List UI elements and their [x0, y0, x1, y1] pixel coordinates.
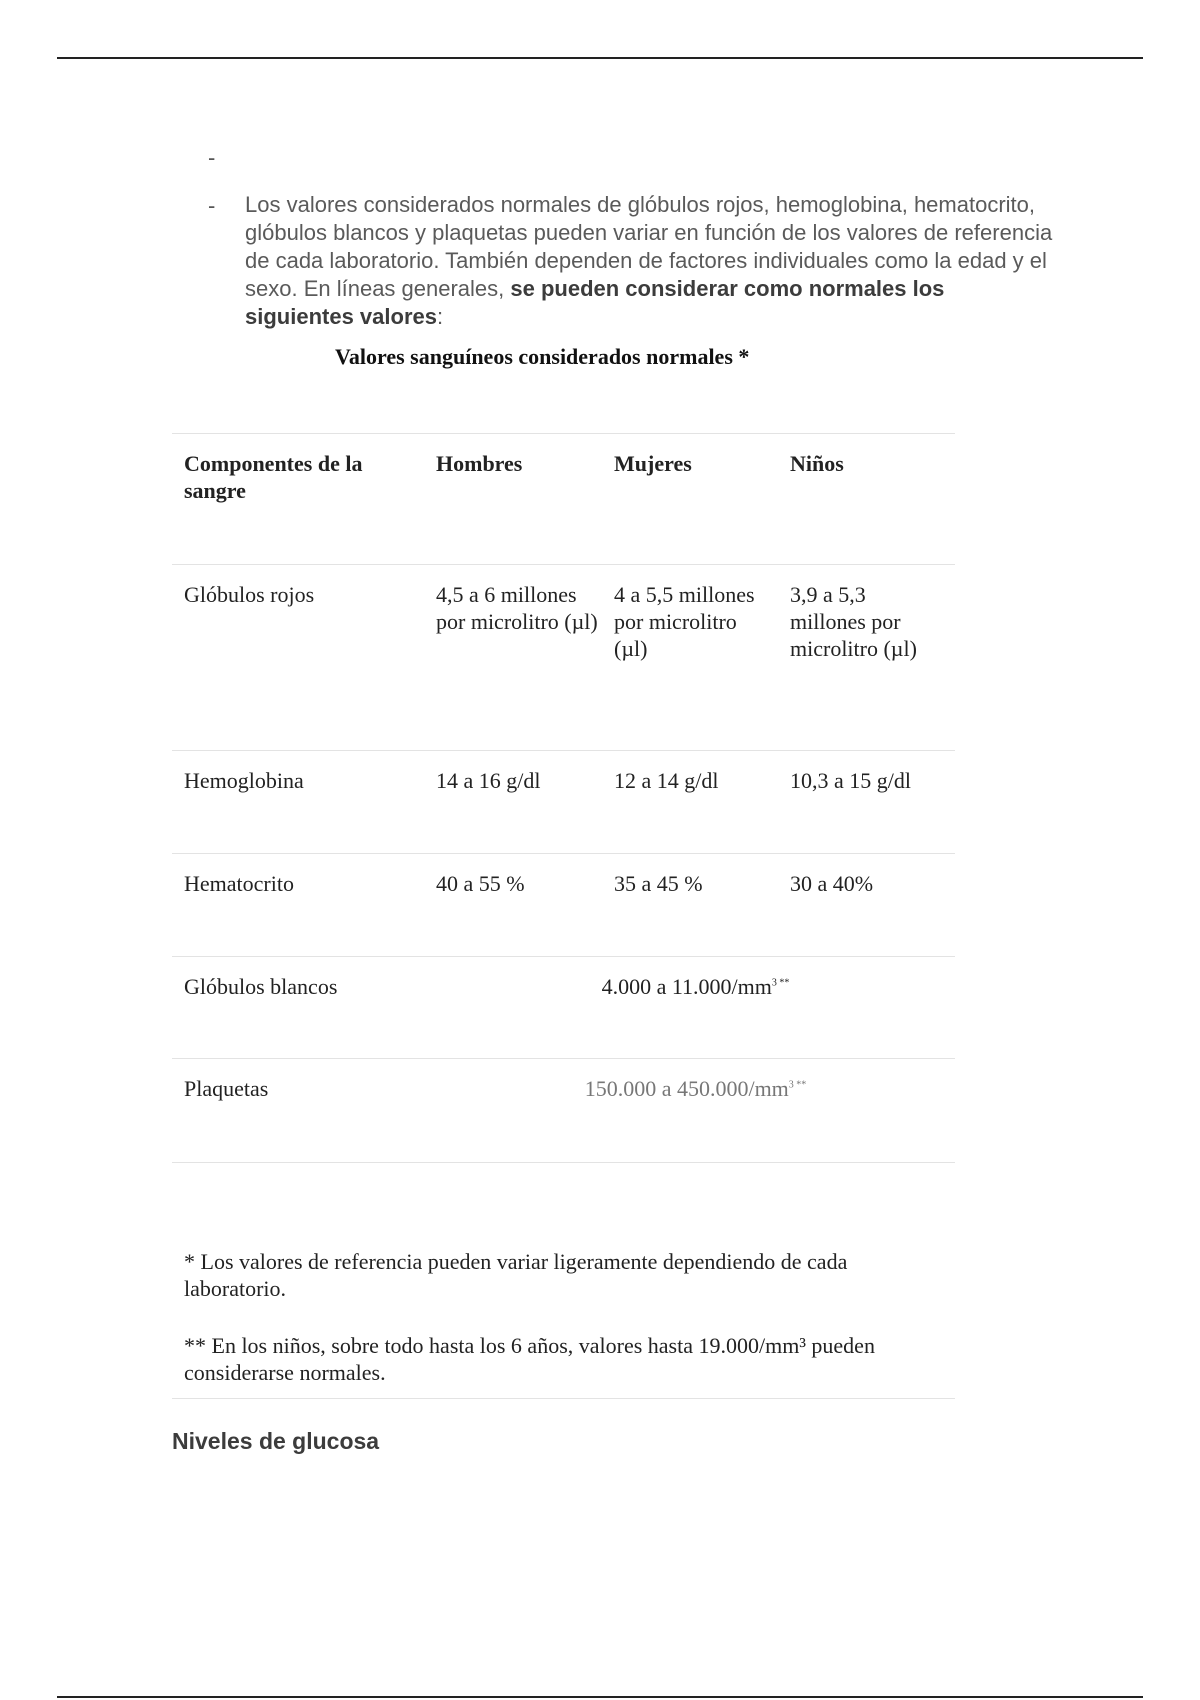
- row-label: Glóbulos rojos: [184, 582, 315, 607]
- list-bullet: -: [208, 193, 216, 218]
- table-row: [172, 853, 955, 956]
- intro-bold-text: se pueden considerar como normales los siguientes valores: [245, 276, 945, 329]
- row-label: Hematocrito: [184, 871, 294, 896]
- table-row: [172, 1058, 955, 1163]
- value-mujeres: 4 a 5,5 millones por microlitro (µl): [614, 582, 755, 661]
- header-hombres: Hombres: [436, 451, 523, 476]
- intro-paragraph: [245, 191, 1055, 331]
- page-top-rule: [57, 57, 1143, 59]
- page-bottom-rule: [57, 1696, 1143, 1698]
- table-row: [172, 750, 955, 853]
- table-footnotes: [184, 1248, 954, 1386]
- intro-text: Los valores considerados normales de glóbulos rojos, hemoglobina, hematocrito, glóbulos blancos y plaquetas pueden variar en función de los valores de referencia de cada laboratorio. También dependen de factores individuales como la edad y el sexo. En líneas generales,: [245, 192, 1053, 301]
- header-ninos: Niños: [790, 451, 844, 476]
- intro-end: :: [436, 304, 444, 329]
- value-mujeres: 35 a 45 %: [614, 871, 703, 896]
- row-label: Plaquetas: [184, 1076, 269, 1101]
- row-label: Hemoglobina: [184, 768, 304, 793]
- table-row: [172, 564, 955, 750]
- value-mujeres: 12 a 14 g/dl: [614, 768, 719, 793]
- footnotes-divider: [172, 1398, 955, 1399]
- table-title: Valores sanguíneos considerados normales *: [335, 344, 750, 369]
- value-all-groups: [436, 1075, 955, 1102]
- section-heading: Niveles de glucosa: [172, 1428, 380, 1454]
- header-mujeres: Mujeres: [614, 451, 692, 476]
- header-componentes: Componentes de la sangre: [184, 451, 363, 503]
- value-hombres: 4,5 a 6 millones por microlitro (µl): [436, 582, 598, 634]
- value-ninos: 10,3 a 15 g/dl: [790, 768, 911, 793]
- row-label: Glóbulos blancos: [184, 974, 338, 999]
- value-all-groups: [436, 973, 955, 1000]
- value-text: 150.000 a 450.000/mm: [584, 1076, 789, 1101]
- value-ninos: 3,9 a 5,3 millones por microlitro (µl): [790, 582, 917, 661]
- table-header-row: [172, 433, 955, 564]
- empty-list-bullet: -: [208, 145, 216, 170]
- value-superscript: 3 **: [788, 1079, 807, 1091]
- value-hombres: 40 a 55 %: [436, 871, 525, 896]
- value-text: 4.000 a 11.000/mm: [601, 974, 772, 999]
- footnote-2: ** En los niños, sobre todo hasta los 6 años, valores hasta 19.000/mm³ pueden considerarse normales.: [184, 1333, 875, 1385]
- footnote-1: * Los valores de referencia pueden variar ligeramente dependiendo de cada laboratorio.: [184, 1249, 848, 1301]
- value-hombres: 14 a 16 g/dl: [436, 768, 541, 793]
- value-ninos: 30 a 40%: [790, 871, 874, 896]
- blood-values-table: [172, 433, 955, 1163]
- table-row: [172, 956, 955, 1058]
- value-superscript: 3 **: [771, 977, 790, 989]
